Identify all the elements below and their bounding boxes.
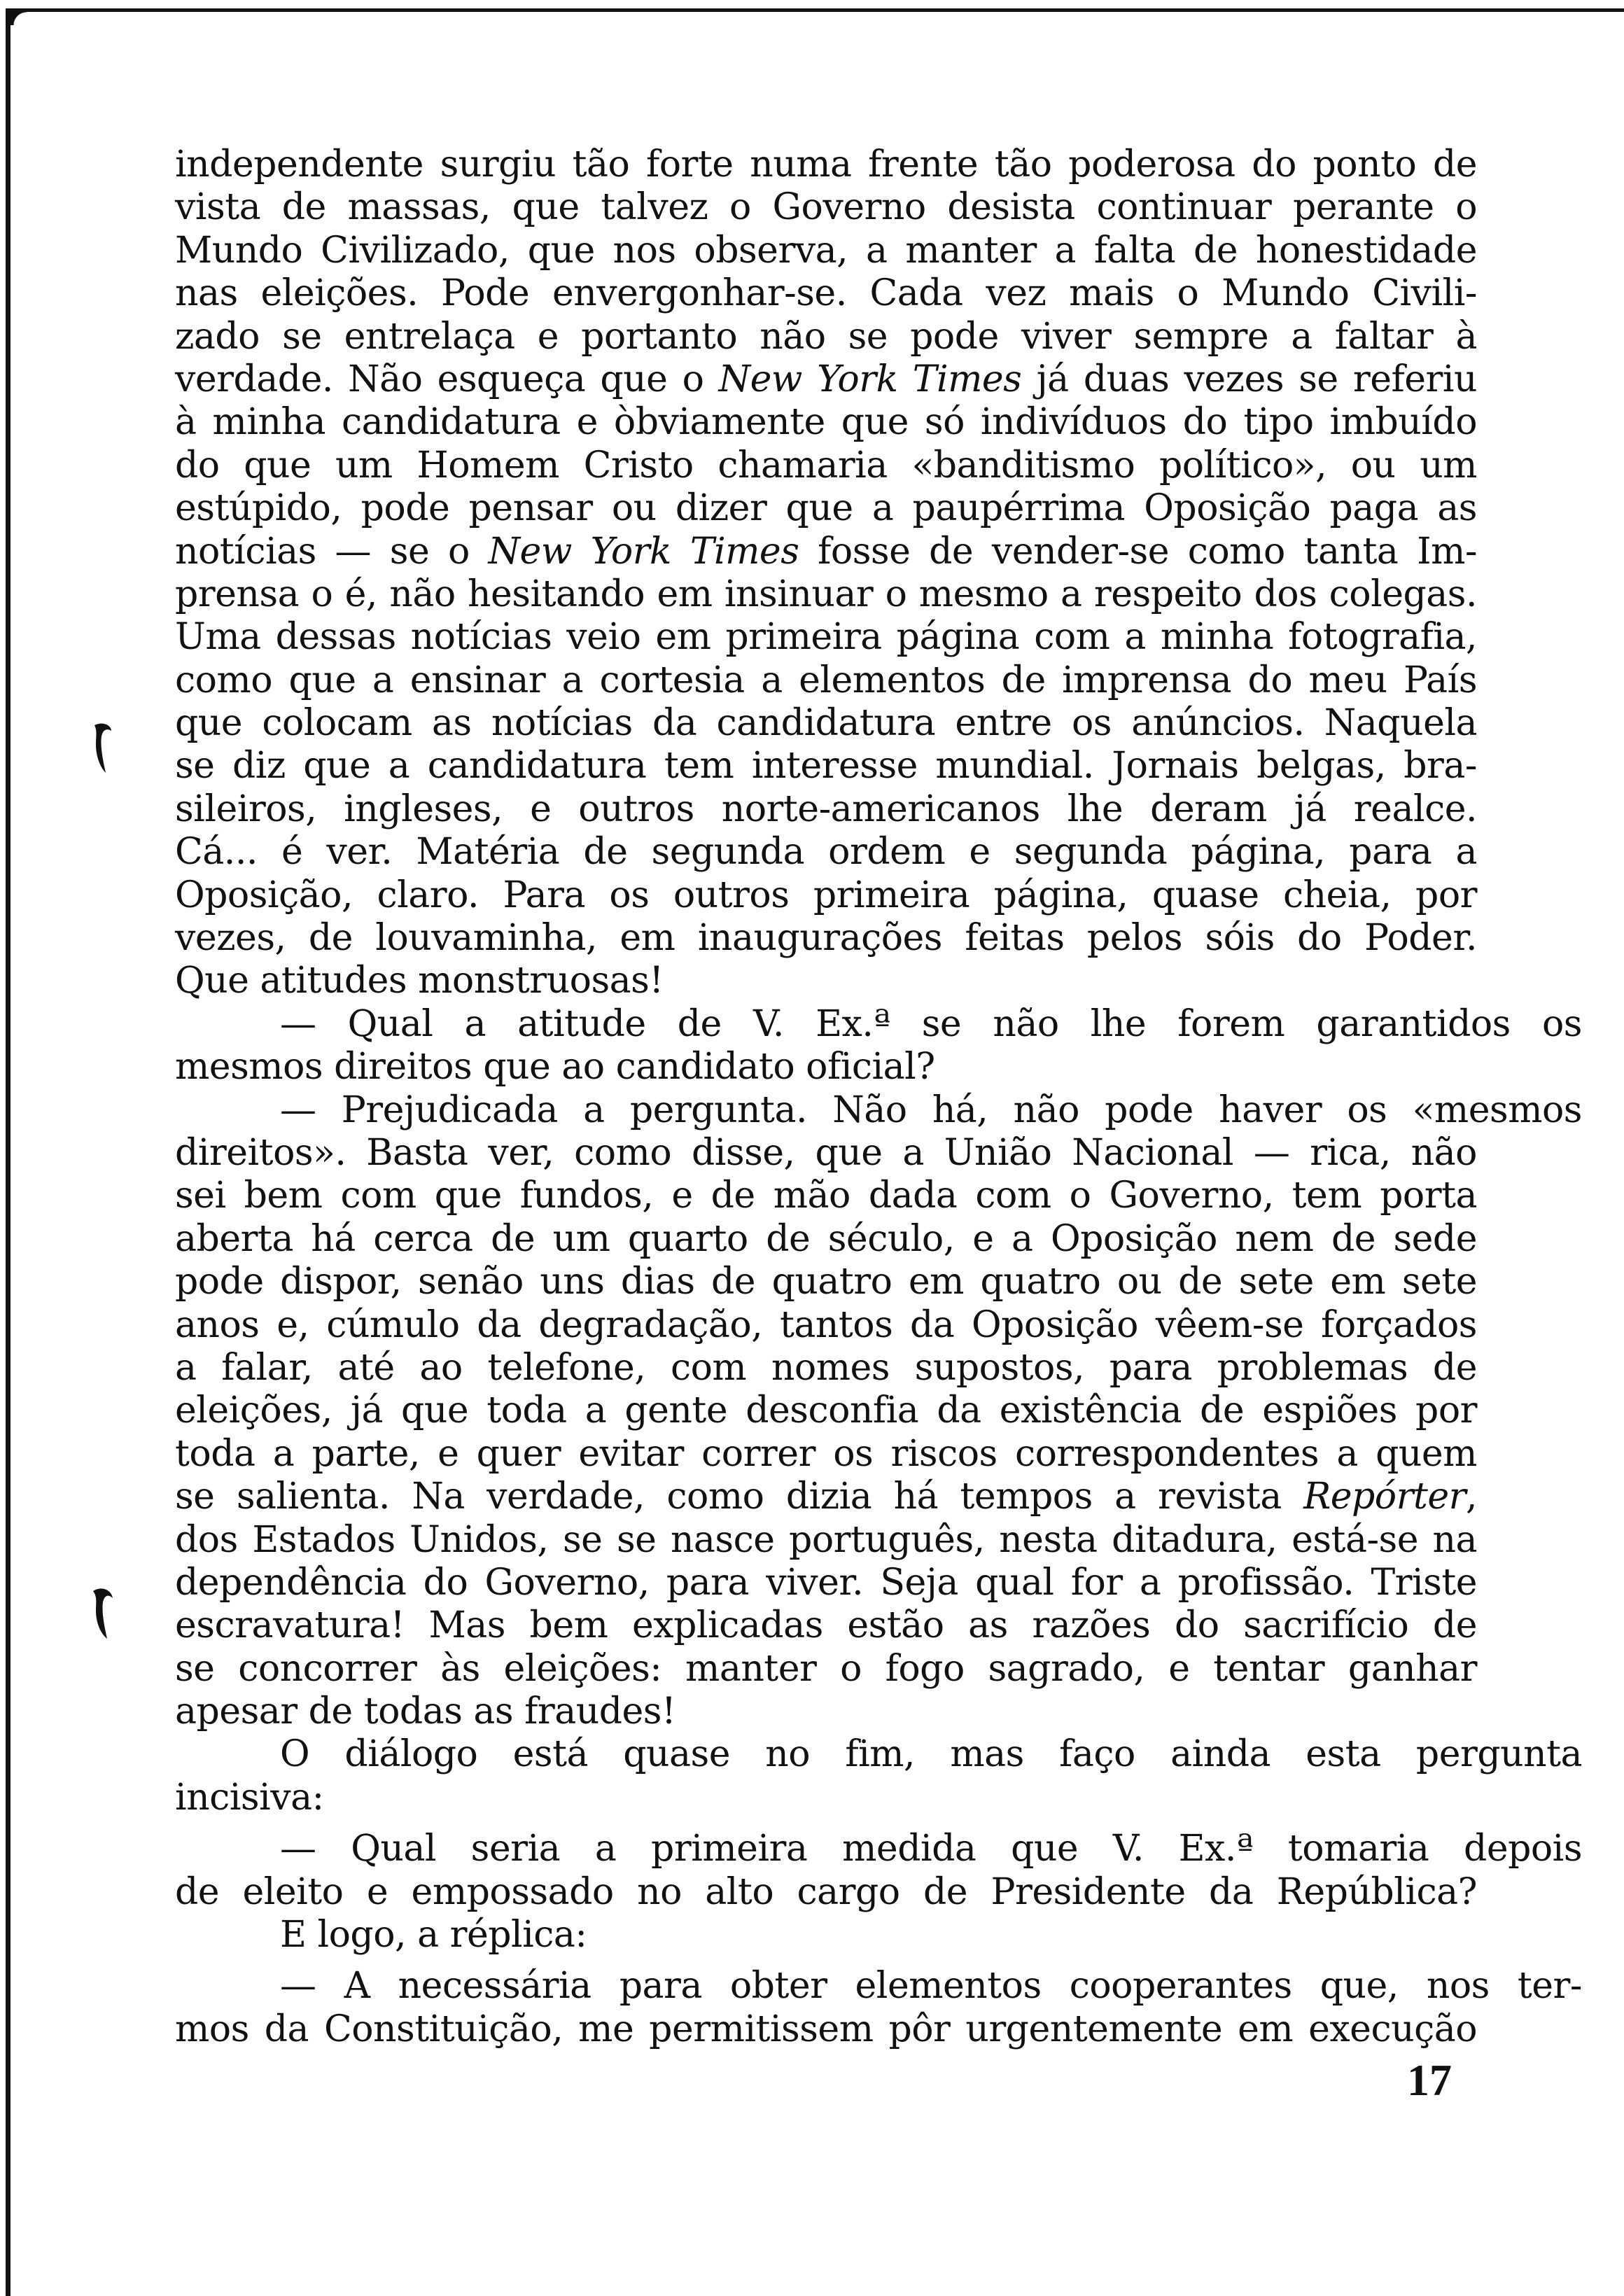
text-line: Oposição, claro. Para os outros primeira página, quase cheia, por [175,874,1477,916]
text-line: à minha candidatura e òbviamente que só indivíduos do tipo imbuído [175,401,1477,444]
text-line: apesar de todas as fraudes! [175,1690,676,1733]
scan-border-top [6,8,1624,12]
page-number: 17 [1407,2055,1452,2105]
text-line: sei bem com que fundos, e de mão dada com o Governo, tem porta [175,1175,1477,1217]
text-line: direitos». Basta ver, como disse, que a União Nacional — rica, não [175,1131,1477,1174]
text-line: do que um Homem Cristo chamaria «banditismo político», ou um [175,444,1477,486]
text-run: fosse de vender-se como tanta Im- [799,530,1478,573]
text-line: dos Estados Unidos, se se nasce português, nesta ditadura, está-se na [175,1518,1477,1561]
text-line: — Qual seria a primeira medida que V. Ex.ª tomaria depois [280,1828,1582,1870]
text-line: Uma dessas notícias veio em primeira página com a minha fotografia, [175,616,1477,659]
text-line: de eleito e empossado no alto cargo de Presidente da República? [175,1870,1477,1913]
scan-corner [6,8,27,25]
italic-title: Repórter [1303,1476,1466,1518]
text-line: incisiva: [175,1776,324,1819]
text-line: que colocam as notícias da candidatura entre os anúncios. Naquela [175,702,1477,745]
text-line: toda a parte, e quer evitar correr os riscos correspondentes a quem [175,1432,1477,1475]
text-line [175,358,1477,401]
text-line: eleições, já que toda a gente desconfia da existência de espiões por [175,1390,1477,1432]
text-line: vezes, de louvaminha, em inaugurações feitas pelos sóis do Poder. [175,917,1477,960]
text-line [175,531,1477,573]
text-run: , [1465,1476,1477,1518]
text-line: Que atitudes monstruosas! [175,960,664,1002]
text-line: Mundo Civilizado, que nos observa, a manter a falta de honestidade [175,229,1477,272]
text-run: se salienta. Na verdade, como dizia há tempos a revista [175,1476,1304,1518]
text-line: aberta há cerca de um quarto de século, e a Oposição nem de sede [175,1217,1477,1260]
text-line: a falar, até ao telefone, com nomes supostos, para problemas de [175,1346,1477,1389]
text-line: Cá... é ver. Matéria de segunda ordem e segunda página, para a [175,831,1477,874]
text-line: independente surgiu tão forte numa frente tão poderosa do ponto de [175,144,1477,186]
text-line: E logo, a réplica: [280,1914,587,1956]
text-line: O diálogo está quase no fim, mas faço ainda esta pergunta [280,1733,1582,1776]
text-line: estúpido, pode pensar ou dizer que a paupérrima Oposição paga as [175,487,1477,530]
scan-border-left [6,8,10,2296]
text-line: — Prejudicada a pergunta. Não há, não pode haver os «mesmos [280,1088,1582,1131]
text-line: pode dispor, senão uns dias de quatro em quatro ou de sete em sete [175,1261,1477,1303]
text-line: zado se entrelaça e portanto não se pode viver sempre a faltar à [175,315,1477,358]
text-line [175,1476,1477,1518]
text-line: sileiros, ingleses, e outros norte-americanos lhe deram já realce. [175,788,1477,830]
text-line: nas eleições. Pode envergonhar-se. Cada vez mais o Mundo Civili- [175,272,1477,315]
text-line: se concorrer às eleições: manter o fogo sagrado, e tentar ganhar [175,1647,1477,1690]
text-line: mesmos direitos que ao candidato oficial? [175,1046,935,1088]
text-run: já duas vezes se referiu [1021,358,1477,400]
text-line: dependência do Governo, para viver. Seja qual for a profissão. Triste [175,1561,1477,1604]
page-body-text [175,144,1582,2051]
text-line: prensa o é, não hesitando em insinuar o mesmo a respeito dos colegas. [175,573,1477,615]
text-line: mos da Constituição, me permitissem pôr urgentemente em execução [175,2008,1477,2050]
text-run: notícias — se o [175,530,489,573]
text-line: vista de massas, que talvez o Governo desista continuar perante o [175,186,1477,229]
italic-title: New York Times [488,530,799,573]
italic-title: New York Times [718,358,1022,400]
text-line: como que a ensinar a cortesia a elementos de imprensa do meu País [175,659,1477,701]
text-line: escravatura! Mas bem explicadas estão as razões do sacrifício de [175,1604,1477,1647]
text-line: se diz que a candidatura tem interesse mundial. Jornais belgas, bra- [175,745,1477,788]
text-run: verdade. Não esqueça que o [175,358,719,400]
text-line: anos e, cúmulo da degradação, tantos da Oposição vêem-se forçados [175,1303,1477,1346]
text-line: — Qual a atitude de V. Ex.ª se não lhe forem garantidos os [280,1002,1582,1045]
text-line: — A necessária para obter elementos cooperantes que, nos ter- [280,1965,1582,2008]
margin-hook-mark-icon [88,721,115,777]
margin-hook-mark-icon [88,1586,115,1642]
